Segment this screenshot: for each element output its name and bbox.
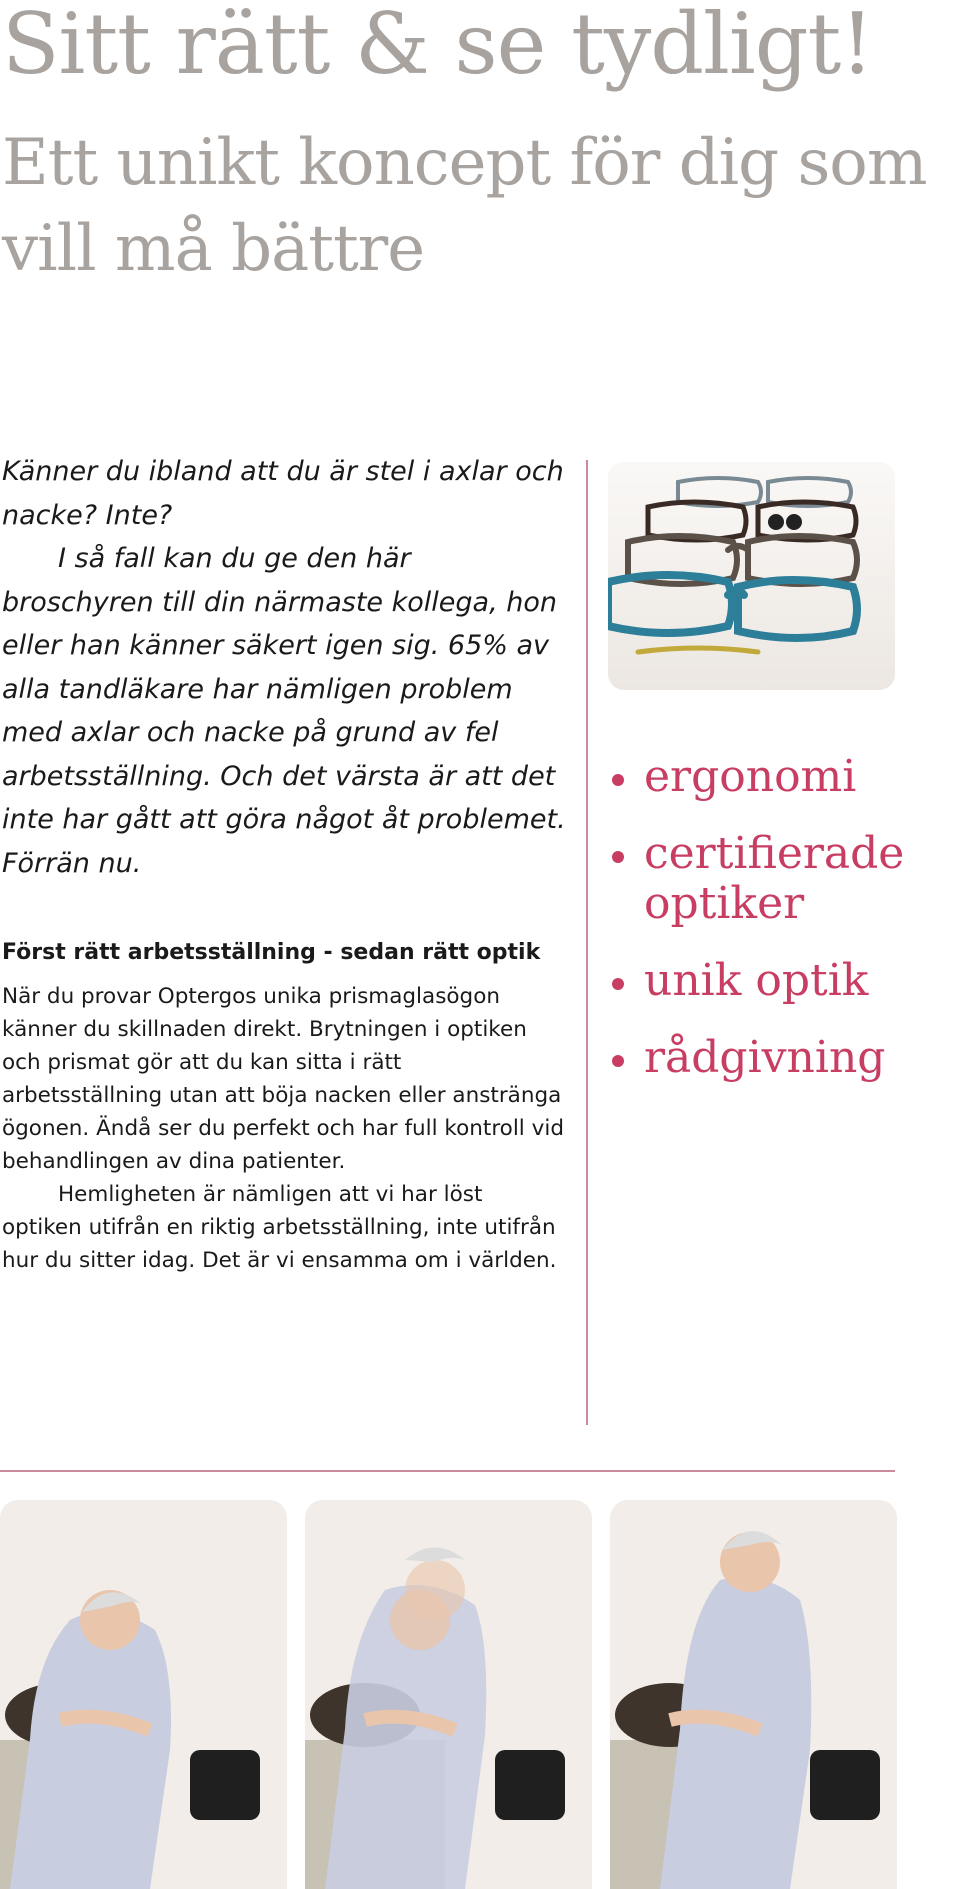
dentist-photo-2: [305, 1500, 592, 1889]
intro-paragraph-1: Känner du ibland att du är stel i axlar och nacke? Inte?: [2, 456, 564, 531]
section-body: [2, 980, 568, 1277]
dentist-photo-3: [610, 1500, 897, 1889]
page-title: Sitt rätt & se tydligt!: [2, 0, 874, 93]
vertical-divider: [586, 460, 588, 1425]
feature-item-optik: unik optik: [612, 956, 960, 1006]
page-subtitle: Ett unikt koncept för dig som vill må bättre: [2, 126, 927, 286]
eyeglasses-image: [608, 462, 895, 690]
feature-item-radgivning: rådgivning: [612, 1033, 960, 1083]
intro-text: [2, 450, 568, 885]
body-paragraph-1: När du provar Optergos unika prismaglasögon känner du skillnaden direkt. Brytningen i optiken och prismat gör att du kan sitta i rätt arbetsställning utan att böja nacken eller anstränga ögonen. Ändå ser du perfekt och har full kontroll vid behandlingen av dina patienter.: [2, 984, 564, 1174]
feature-item-ergonomi: ergonomi: [612, 752, 960, 802]
feature-item-optiker: certifierade optiker: [612, 829, 960, 929]
feature-list: [612, 752, 960, 1110]
body-paragraph-2: Hemligheten är nämligen att vi har löst optiken utifrån en riktig arbetsställning, inte utifrån hur du sitter idag. Det är vi ensamma om i världen.: [2, 1182, 557, 1273]
dentist-photo-1: [0, 1500, 287, 1889]
intro-paragraph-2: I så fall kan du ge den här broschyren till din närmaste kollega, hon eller han känner säkert igen sig. 65% av alla tandläkare har nämligen problem med axlar och nacke på grund av fel arbetsställning. Och det värsta är att det inte har gått att göra något åt problemet. Förrän nu.: [2, 543, 566, 879]
section-heading: Först rätt arbetsställning - sedan rätt optik: [2, 940, 541, 965]
horizontal-divider: [0, 1470, 895, 1472]
